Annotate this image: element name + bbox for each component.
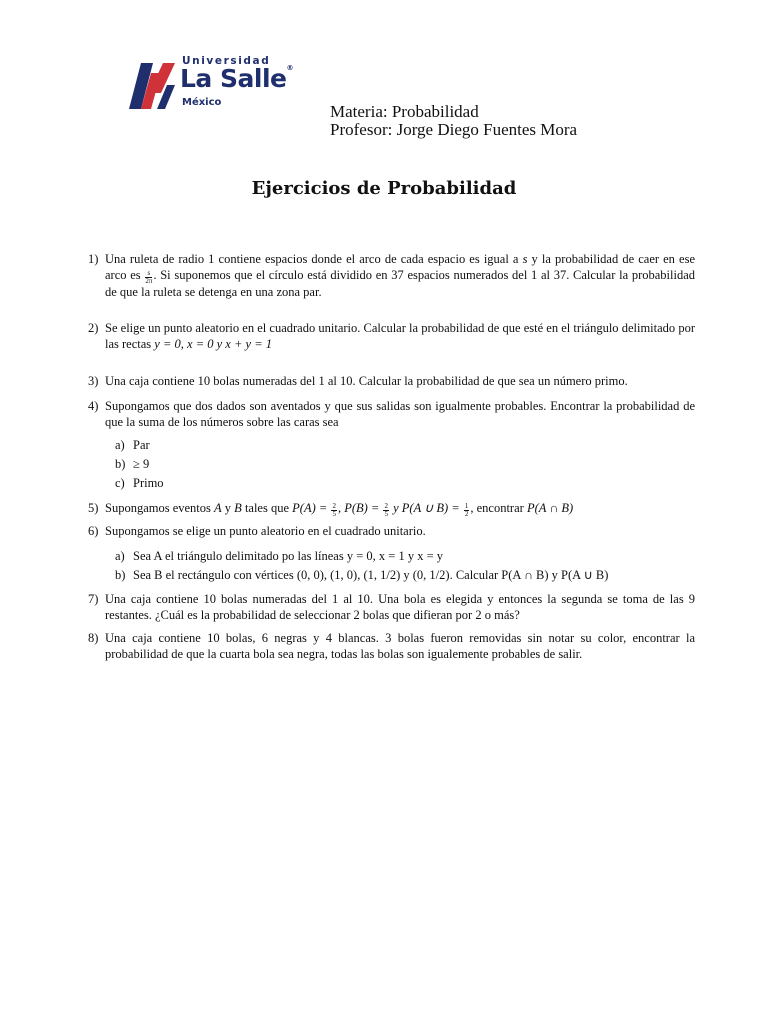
math-expression: y = 0, x = 0 y x + y = 1 bbox=[154, 336, 273, 351]
exercise-5 bbox=[88, 501, 695, 518]
exercise-2 bbox=[88, 321, 695, 352]
fraction: $\frac{2}{5}$ bbox=[332, 502, 336, 518]
exercise-number: 5) bbox=[88, 501, 99, 515]
exercise-text: Se elige un punto aleatorio en el cuadrado unitario. Calcular la probabilidad de que esté en el triángulo delimitado por las rectas y = 0, x = 0 y x + y = 1 bbox=[105, 321, 695, 351]
fraction: $\frac{2}{5}$ bbox=[384, 502, 388, 518]
list-item: a) Par bbox=[115, 438, 150, 452]
exercise-text: Una caja contiene 10 bolas numeradas del 1 al 10. Una bola es elegida y entonces la segunda se toma de las 9 restantes. ¿Cuál es la probabilidad de seleccionar 2 bolas que difieran por 2 o más? bbox=[105, 592, 695, 622]
fraction: $\frac{s}{2\pi}$ bbox=[145, 268, 153, 285]
exercise-8 bbox=[88, 631, 695, 662]
exercise-text: Una caja contiene 10 bolas numeradas del 1 al 10. Calcular la probabilidad de que sea un número primo. bbox=[105, 374, 628, 388]
course-header bbox=[330, 103, 577, 139]
exercise-3 bbox=[88, 374, 695, 390]
exercise-text: Una ruleta de radio 1 contiene espacios donde el arco de cada espacio es igual a s y la probabilidad de caer en ese arco es $\frac{s}{2\pi}$ . Si suponemos que el círculo está dividido en 37 espacios numerados del 1 al 37. Calcular la probabilidad de que la ruleta se detenga en una zona par. bbox=[105, 252, 696, 299]
list-item: a) Sea A el triángulo delimitado po las líneas y = 0, x = 1 y x = y bbox=[115, 549, 443, 563]
list-item: b) ≥ 9 bbox=[115, 457, 150, 471]
exercise-number: 6) bbox=[88, 524, 99, 538]
exercise-text: Supongamos eventos A y B tales que P(A) = $\frac{2}{5}$ , P(B) = $\frac{2}{5}$ y P(A ∪ B) = $\frac{1}{2}$ , encontrar P(A ∩ B) bbox=[105, 501, 574, 518]
exercise-text: Supongamos que dos dados son aventados y que sus salidas son igualmente probables. Encontrar la probabilidad de que la suma de los números sobre las caras sea bbox=[105, 399, 695, 429]
subject-line: Materia: Probabilidad bbox=[330, 102, 479, 121]
exercise-4 bbox=[88, 399, 695, 430]
page-title: Ejercicios de Probabilidad bbox=[251, 178, 517, 199]
exercise-number: 2) bbox=[88, 321, 99, 335]
exercise-text: Supongamos se elige un punto aleatorio en el cuadrado unitario. bbox=[105, 524, 426, 538]
exercise-text: Una caja contiene 10 bolas, 6 negras y 4 blancas. 3 bolas fueron removidas sin notar su color, encontrar la probabilidad de que la cuarta bola sea negra, todas las bolas son igualemente probables de salir. bbox=[105, 631, 695, 661]
exercise-6 bbox=[88, 524, 695, 540]
logo-top-text: Universidad bbox=[182, 55, 271, 67]
professor-line: Profesor: Jorge Diego Fuentes Mora bbox=[330, 120, 578, 139]
exercise-number: 3) bbox=[88, 374, 99, 388]
exercise-1 bbox=[88, 252, 695, 300]
exercise-7 bbox=[88, 592, 695, 623]
list-item: c) Primo bbox=[115, 476, 164, 490]
exercise-number: 1) bbox=[88, 252, 99, 266]
la-salle-emblem-icon bbox=[127, 59, 177, 111]
list-item: b) Sea B el rectángulo con vértices (0, 0), (1, 0), (1, 1/2) y (0, 1/2). Calcular P(A ∩ B) y P(A ∪ B) bbox=[115, 568, 609, 582]
exercise-number: 7) bbox=[88, 592, 99, 606]
logo-registered-mark: ® bbox=[286, 64, 293, 72]
exercise-number: 4) bbox=[88, 399, 99, 413]
logo-country: México bbox=[182, 97, 222, 108]
fraction: $\frac{1}{2}$ bbox=[464, 502, 469, 518]
university-logo bbox=[127, 55, 297, 115]
exercise-number: 8) bbox=[88, 631, 99, 645]
logo-brand: La Salle® bbox=[180, 64, 293, 93]
